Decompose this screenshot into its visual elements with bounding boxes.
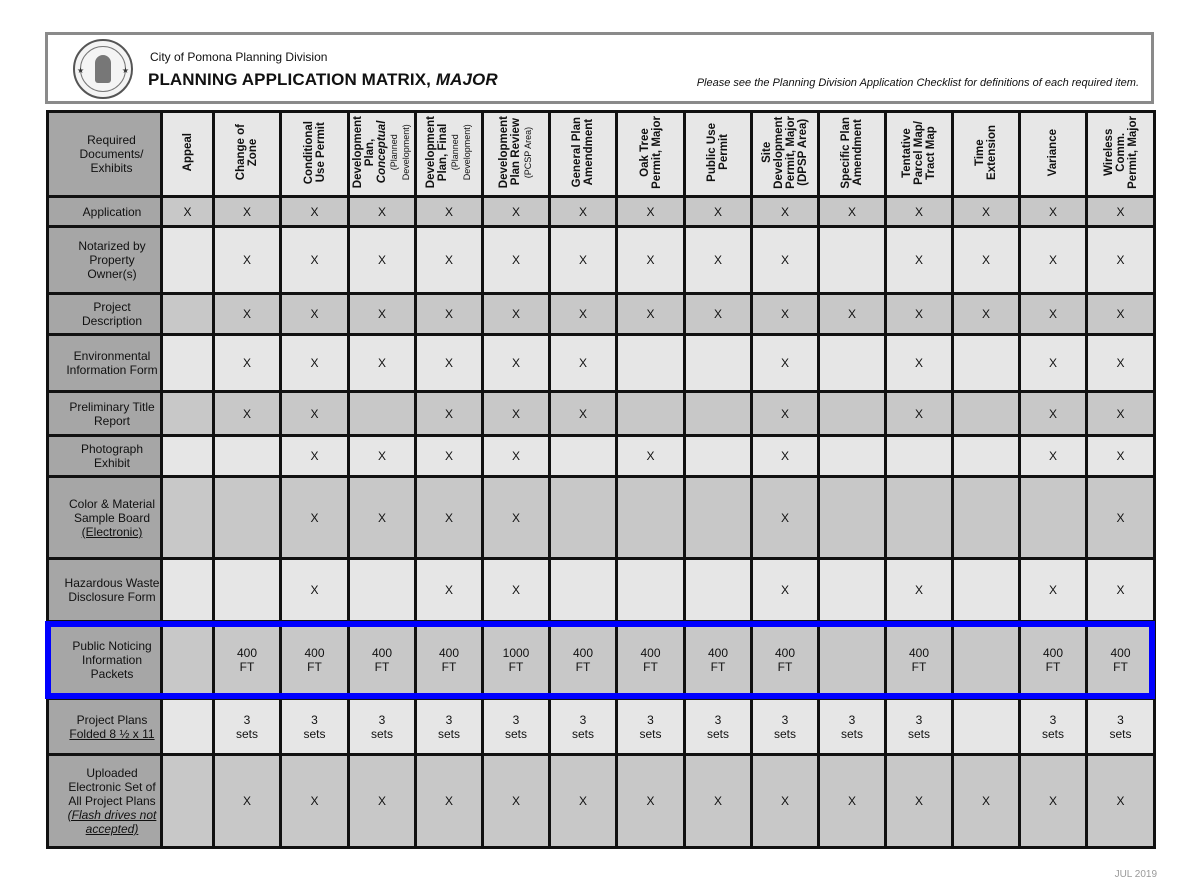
matrix-cell: X [281,477,349,559]
matrix-cell: X [1020,392,1087,436]
row-label: Application [48,197,162,227]
matrix-cell: X [1020,335,1087,392]
matrix-cell [162,227,214,294]
matrix-cell: X [416,477,483,559]
matrix-cell [214,436,281,477]
matrix-cell: X [483,392,550,436]
column-header-development-plan-final: Development Plan, Final (Planned Development) [416,112,483,197]
matrix-cell: 400 FT [685,622,752,699]
row-label: Uploaded Electronic Set of All Project Plans (Flash drives not accepted) [48,755,162,848]
matrix-cell: X [281,392,349,436]
matrix-cell: X [483,436,550,477]
column-header-change-of-zone: Change of Zone [214,112,281,197]
matrix-cell: X [349,197,416,227]
matrix-cell: X [819,755,886,848]
matrix-cell: X [953,197,1020,227]
column-header-conditional-use-permit: Conditional Use Permit [281,112,349,197]
matrix-cell: 3 sets [483,699,550,755]
matrix-cell: X [416,436,483,477]
matrix-cell [162,436,214,477]
matrix-cell: X [953,755,1020,848]
matrix-cell: X [349,477,416,559]
column-header-oak-tree-permit: Oak Tree Permit, Major [617,112,685,197]
matrix-cell: X [483,335,550,392]
matrix-cell: X [752,294,819,335]
matrix-cell: X [162,197,214,227]
matrix-cell [685,436,752,477]
matrix-cell: X [214,335,281,392]
matrix-cell: X [953,294,1020,335]
matrix-cell: X [281,755,349,848]
matrix-cell [685,559,752,622]
matrix-cell: X [281,227,349,294]
matrix-cell: X [752,197,819,227]
matrix-cell [550,559,617,622]
matrix-cell: X [1020,436,1087,477]
matrix-cell: X [685,197,752,227]
matrix-cell: X [349,755,416,848]
matrix-cell: X [281,335,349,392]
matrix-cell [162,755,214,848]
matrix-cell: X [617,197,685,227]
row-label: Project Plans Folded 8 ½ x 11 [48,699,162,755]
row-label: Hazardous Waste Disclosure Form [48,559,162,622]
matrix-cell: 1000 FT [483,622,550,699]
matrix-cell: X [886,335,953,392]
matrix-cell: 3 sets [752,699,819,755]
matrix-cell [617,477,685,559]
matrix-cell: 3 sets [349,699,416,755]
matrix-cell [819,559,886,622]
matrix-cell: X [1087,294,1155,335]
matrix-cell [886,436,953,477]
matrix-cell: 3 sets [1020,699,1087,755]
matrix-cell: X [416,197,483,227]
matrix-cell: X [1020,559,1087,622]
matrix-cell: X [886,294,953,335]
matrix-cell: X [416,335,483,392]
matrix-cell: X [953,227,1020,294]
table-row [48,294,1155,335]
application-matrix-table [46,110,1156,849]
matrix-cell: X [886,559,953,622]
matrix-cell: X [349,294,416,335]
matrix-cell [819,622,886,699]
title-emphasis: MAJOR [435,70,498,89]
matrix-cell: X [416,227,483,294]
column-header-wireless-comm-permit: Wireless Comm. Permit, Major [1087,112,1155,197]
column-header-time-extension: Time Extension [953,112,1020,197]
matrix-cell [953,436,1020,477]
matrix-cell: X [281,436,349,477]
matrix-cell: X [752,755,819,848]
matrix-cell [886,477,953,559]
matrix-cell [1020,477,1087,559]
matrix-cell: 400 FT [550,622,617,699]
matrix-cell [162,622,214,699]
matrix-cell: X [1087,392,1155,436]
table-row [48,197,1155,227]
table-row [48,227,1155,294]
column-header-tentative-parcel-map: Tentative Parcel Map/ Tract Map [886,112,953,197]
matrix-cell: X [349,335,416,392]
row-label: Notarized by Property Owner(s) [48,227,162,294]
matrix-cell: X [349,227,416,294]
table-row [48,436,1155,477]
checklist-note: Please see the Planning Division Application Checklist for definitions of each required item. [696,77,1139,89]
matrix-cell: 3 sets [416,699,483,755]
table-row [48,335,1155,392]
star-icon: ★ [77,66,85,75]
matrix-cell [953,559,1020,622]
matrix-cell [162,477,214,559]
matrix-cell: X [752,436,819,477]
matrix-cell: 400 FT [1020,622,1087,699]
matrix-cell: X [1087,197,1155,227]
matrix-cell: X [1020,227,1087,294]
matrix-cell: X [1087,227,1155,294]
matrix-cell: X [1020,197,1087,227]
matrix-cell [685,392,752,436]
matrix-cell: 3 sets [685,699,752,755]
row-label: Project Description [48,294,162,335]
matrix-cell [953,477,1020,559]
matrix-cell: X [416,392,483,436]
matrix-cell [162,699,214,755]
matrix-cell: 400 FT [1087,622,1155,699]
matrix-cell: X [483,559,550,622]
page-title [148,70,498,90]
column-header-development-plan-conceptual: Development Plan, Conceptual (Planned Development) [349,112,416,197]
column-header-appeal: Appeal [162,112,214,197]
matrix-cell: X [281,197,349,227]
matrix-cell: X [819,294,886,335]
table-row [48,559,1155,622]
matrix-cell: X [617,436,685,477]
matrix-cell [819,335,886,392]
matrix-cell: 400 FT [281,622,349,699]
matrix-cell: 400 FT [416,622,483,699]
table-row [48,755,1155,848]
matrix-cell [162,294,214,335]
matrix-cell [685,477,752,559]
matrix-cell: X [886,197,953,227]
matrix-cell: X [550,392,617,436]
matrix-cell: X [416,755,483,848]
matrix-cell: X [483,477,550,559]
matrix-cell: X [214,392,281,436]
title-main: PLANNING APPLICATION MATRIX, [148,70,436,89]
matrix-cell [953,699,1020,755]
matrix-cell [819,392,886,436]
matrix-cell [685,335,752,392]
column-header-site-development-permit: Site Development Permit, Major (DPSP Area) [752,112,819,197]
matrix-cell: 3 sets [1087,699,1155,755]
matrix-cell [162,335,214,392]
matrix-cell: X [886,755,953,848]
matrix-cell: X [819,197,886,227]
matrix-cell: X [1087,755,1155,848]
matrix-cell [550,477,617,559]
matrix-cell [162,392,214,436]
matrix-cell: X [752,335,819,392]
matrix-cell [819,477,886,559]
table-row [48,477,1155,559]
matrix-cell: X [483,294,550,335]
matrix-cell: X [886,227,953,294]
matrix-cell: X [550,335,617,392]
corner-label: Required Documents/ Exhibits [48,112,162,197]
matrix-cell: X [1020,294,1087,335]
matrix-cell [819,436,886,477]
matrix-cell: X [685,227,752,294]
matrix-cell: 3 sets [617,699,685,755]
matrix-cell: X [752,477,819,559]
matrix-cell [214,559,281,622]
matrix-cell: X [752,559,819,622]
matrix-cell: 400 FT [349,622,416,699]
matrix-cell: 3 sets [550,699,617,755]
matrix-cell [214,477,281,559]
column-header-general-plan-amendment: General Plan Amendment [550,112,617,197]
matrix-cell: X [214,227,281,294]
matrix-cell: X [349,436,416,477]
matrix-cell: X [416,559,483,622]
matrix-cell: X [617,227,685,294]
matrix-cell: 400 FT [886,622,953,699]
matrix-cell: X [550,227,617,294]
revision-date: JUL 2019 [1114,869,1157,880]
matrix-cell [953,335,1020,392]
matrix-cell: 400 FT [617,622,685,699]
matrix-cell [953,622,1020,699]
column-header-row [48,112,1155,197]
city-seal-icon [73,39,133,99]
matrix-cell: 400 FT [752,622,819,699]
table-row [48,622,1155,699]
matrix-cell [162,559,214,622]
matrix-cell [617,559,685,622]
column-header-development-plan-review: Development Plan Review (PCSP Area) [483,112,550,197]
column-header-specific-plan-amendment: Specific Plan Amendment [819,112,886,197]
document-header [45,32,1154,104]
matrix-cell: X [617,755,685,848]
star-icon: ★ [121,66,129,75]
matrix-cell [953,392,1020,436]
matrix-cell: X [1020,755,1087,848]
matrix-cell: X [550,294,617,335]
matrix-cell: X [685,755,752,848]
matrix-cell [617,392,685,436]
matrix-cell: X [281,294,349,335]
column-header-public-use-permit: Public Use Permit [685,112,752,197]
matrix-cell: X [483,755,550,848]
table-row [48,699,1155,755]
matrix-cell: X [550,755,617,848]
matrix-cell: X [214,197,281,227]
matrix-cell: X [752,227,819,294]
row-label: Color & Material Sample Board (Electronic) [48,477,162,559]
matrix-cell: X [483,227,550,294]
matrix-cell: X [886,392,953,436]
matrix-cell: X [214,294,281,335]
row-label: Photograph Exhibit [48,436,162,477]
matrix-cell [550,436,617,477]
organization-name: City of Pomona Planning Division [150,50,328,64]
matrix-cell: 3 sets [214,699,281,755]
column-header-variance: Variance [1020,112,1087,197]
matrix-cell: X [214,755,281,848]
matrix-cell: X [483,197,550,227]
matrix-cell: X [1087,436,1155,477]
matrix-cell: X [752,392,819,436]
matrix-cell: X [281,559,349,622]
matrix-cell: X [416,294,483,335]
matrix-cell: 3 sets [281,699,349,755]
row-label: Environmental Information Form [48,335,162,392]
row-label: Preliminary Title Report [48,392,162,436]
matrix-cell [349,559,416,622]
matrix-cell: X [550,197,617,227]
matrix-cell: X [685,294,752,335]
table-row [48,392,1155,436]
matrix-cell [617,335,685,392]
matrix-cell: 400 FT [214,622,281,699]
matrix-cell [349,392,416,436]
row-label: Public Noticing Information Packets [48,622,162,699]
matrix-cell: X [1087,477,1155,559]
matrix-cell: 3 sets [886,699,953,755]
matrix-cell: X [1087,559,1155,622]
matrix-cell [819,227,886,294]
matrix-cell: 3 sets [819,699,886,755]
matrix-cell: X [1087,335,1155,392]
matrix-cell: X [617,294,685,335]
